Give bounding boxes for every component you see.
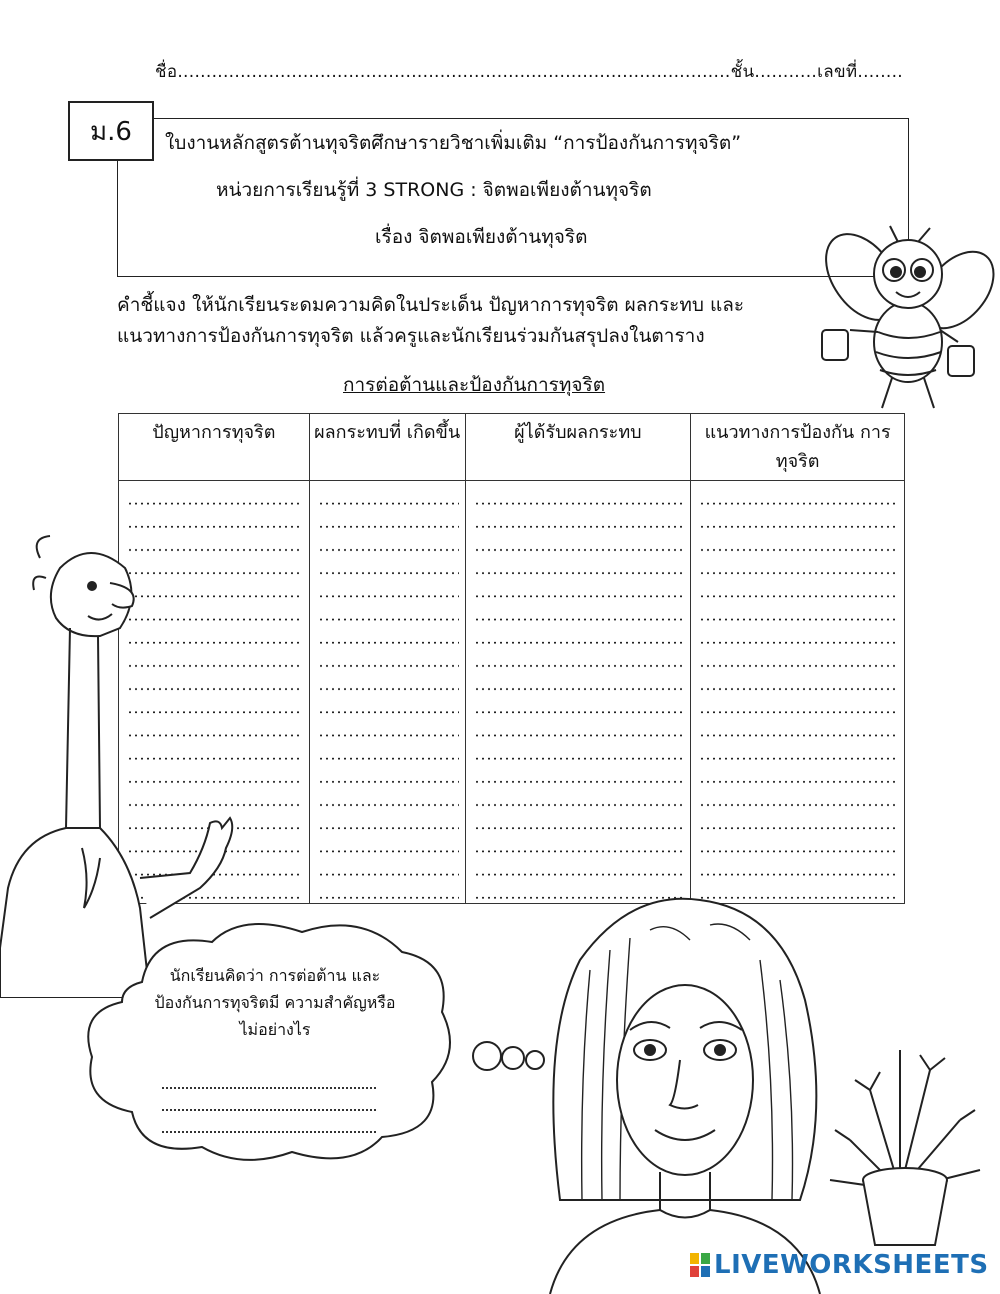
instructions bbox=[117, 290, 857, 352]
instructions-line-1: คำชี้แจง ให้นักเรียนระดมความคิดในประเด็น ปัญหาการทุจริต ผลกระทบ และ bbox=[117, 294, 745, 316]
grade-label: ม.6 bbox=[68, 101, 154, 161]
answer-line[interactable] bbox=[162, 1111, 376, 1133]
thought-bubble-question: นักเรียนคิดว่า การต่อต้าน และป้องกันการทุจริตมี ความสำคัญหรือไม่อย่างไร bbox=[154, 966, 396, 1039]
answer-line[interactable] bbox=[162, 1067, 376, 1089]
header-prevention: แนวทางการป้องกัน การทุจริต bbox=[691, 414, 905, 481]
header-impact: ผลกระทบที่ เกิดขึ้น bbox=[309, 414, 465, 481]
answer-line[interactable] bbox=[162, 1089, 376, 1111]
answer-cell-prevention[interactable] bbox=[691, 481, 905, 904]
instructions-line-2: แนวทางการป้องกันการทุจริต แล้วครูและนักเรียนร่วมกันสรุปลงในตาราง bbox=[117, 325, 705, 347]
header-affected: ผู้ได้รับผลกระทบ bbox=[465, 414, 691, 481]
table-title: การต่อต้านและป้องกันการทุจริต bbox=[343, 374, 606, 396]
unit-title: หน่วยการเรียนรู้ที่ 3 STRONG : จิตพอเพียงต้านทุจริต bbox=[216, 179, 652, 201]
student-info-line: ชื่อ.................................................................................................ชั้น...........เลขที่........ bbox=[155, 62, 904, 82]
girl-icon bbox=[520, 880, 840, 1294]
worksheet-title: ใบงานหลักสูตรต้านทุจริตศึกษารายวิชาเพิ่มเติม “การป้องกันการทุจริต” bbox=[165, 132, 742, 154]
header-problem: ปัญหาการทุจริต bbox=[119, 414, 310, 481]
answer-cell-affected[interactable] bbox=[465, 481, 691, 904]
liveworksheets-mark-icon bbox=[690, 1253, 710, 1277]
answer-cell-impact[interactable] bbox=[309, 481, 465, 904]
thought-bubble-answer-lines[interactable] bbox=[162, 1067, 376, 1133]
potted-plant-icon bbox=[810, 1030, 990, 1250]
topic-title: เรื่อง จิตพอเพียงต้านทุจริต bbox=[375, 226, 588, 248]
liveworksheets-wordmark: LIVEWORKSHEETS bbox=[714, 1250, 989, 1280]
liveworksheets-logo bbox=[690, 1250, 989, 1280]
